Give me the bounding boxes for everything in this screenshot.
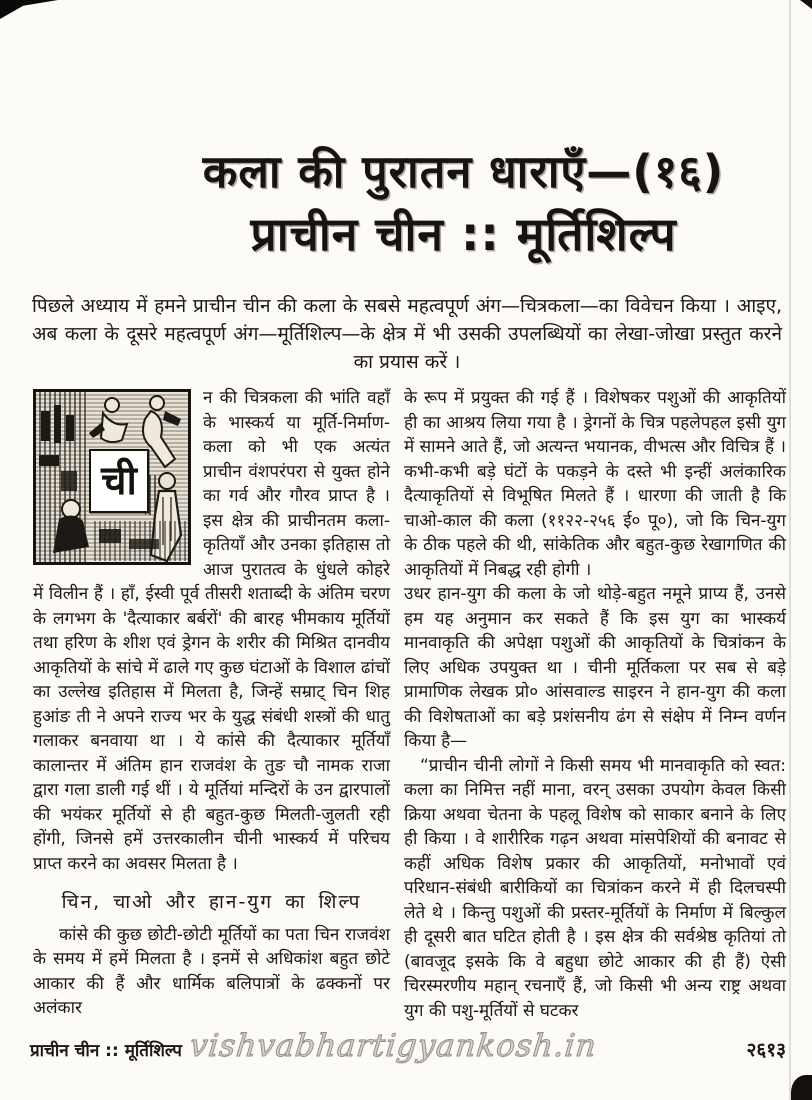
left-column (33, 386, 390, 1023)
scan-blot-top-right (796, 0, 812, 9)
article-body (33, 386, 786, 1023)
article-title-line-1: कला की पुरातन धाराएँ—(१६) (202, 145, 725, 198)
article-title-line-2: प्राचीन चीन :: मूर्तिशिल्प (250, 207, 677, 261)
body-paragraph-1 (33, 386, 390, 876)
body-paragraph-2: कांसे की कुछ छोटी-छोटी मूर्तियों का पता चिन राजवंश के समय में हमें मिलता है । इनमें से अधिकांश बहुत छोटे आकार की हैं और धार्मिक बलिपात्रों के ढक्कनों पर अलंकार (33, 924, 390, 1018)
section-heading: चिन, चाओ और हान-युग का शिल्प (61, 891, 362, 913)
scan-blot-bottom-right (791, 1075, 812, 1100)
page-number: २६१३ (746, 1039, 786, 1061)
scan-blot-top-left (0, 0, 58, 19)
woodcut-illustration (33, 389, 191, 565)
body-paragraph-4: उधर हान-युग की कला के जो थोड़े-बहुत नमूने प्राप्य हैं, उनसे हम यह अनुमान कर सकते हैं कि इस युग का भास्कर्य मानवाकृति की अपेक्षा पशुओं की आकृतियों के चित्रांकन के लिए अधिक उपयुक्त था । चीनी मूर्तिकला पर सब से बड़े प्रामाणिक लेखक प्रो० आंसवाल्ड साइरन ने हान-युग की कला की विशेषताओं का बड़े प्रशंसनीय ढंग से संक्षेप में निम्न वर्णन किया है— (404, 584, 786, 751)
left-paragraph-text: न की चित्रकला की भांति वहाँ के भास्कर्य या मूर्ति-निर्माण-कला को भी एक अत्यंत प्राचीन वंशपरंपरा से युक्त होने का गर्व और गौरव प्राप्त है । इस क्षेत्र की प्राचीनतम कला-कृतियाँ और उनका इतिहास तो आज पुरातत्व के धुंधले कोहरे में विलीन हैं । हाँ, ईस्वी पूर्व तीसरी शताब्दी के अंतिम चरण के लगभग के 'दैत्याकार बर्बरों' की बारह भीमकाय मूर्तियों तथा हरिण के शीश एवं ड्रेगन के शरीर की मिश्रित दानवीय आकृतियों के सांचे में ढाले गए कुछ घंटाओं के विशाल ढांचों का उल्लेख इतिहास में मिलता है, जिन्हें सम्राट् चिन शिह हुआंङ ती ने अपने राज्य भर के युद्ध संबंधी शस्त्रों की धातु गलाकर बनवाया था । ये कांसे की दैत्याकार मूर्तियाँ कालान्तर में अंतिम हान राजवंश के तुङ चौ नामक राजा द्वारा गला डाली गई थीं । ये मूर्तियां मन्दिरों के उन द्वारपालों की भयंकर मूर्तियों से ही बहुत-कुछ मिलती-जुलती रही होंगी, जिनसे हमें उत्तरकालीन चीनी भास्कर्य में परिचय प्राप्त करने का अवसर मिलता है । (33, 388, 390, 874)
footer-article-title: प्राचीन चीन :: मूर्तिशिल्प (30, 1041, 182, 1061)
body-paragraph-3: के रूप में प्रयुक्त की गई हैं । विशेषकर पशुओं की आकृतियों ही का आश्रय लिया गया है । ड्रेगनों के चित्र पहलेपहल इसी युग में सामने आते हैं, जो अत्यन्त भयानक, वीभत्स और विचित्र हैं । कभी-कभी बड़े घंटों के पकड़ने के दस्ते भी इन्हीं अलंकारिक दैत्याकृतियों से विभूषित मिलते हैं । धारणा की जाती है कि चाओ-काल की कला (११२२-२५६ ई० पू०), जो कि चिन-युग के ठीक पहले की थी, सांकेतिक और बहुत-कुछ रेखागणित की आकृतियों में निबद्ध रही होगी । (404, 388, 786, 580)
page-footer (30, 1028, 786, 1064)
body-paragraph-5: “प्राचीन चीनी लोगों ने किसी समय भी मानवाकृति को स्वत: कला का निमित्त नहीं माना, वरन् उसका उपयोग केवल किसी क्रिया अथवा चेतना के पहलू विशेष को साकार बनाने के लिए ही किया । वे शारीरिक गढ़न अथवा मांसपेशियों की बनावट से कहीं अधिक विशेष प्रकार की आकृतियों, मनोभावों एवं परिधान-संबंधी बारीकियों का चित्रांकन करने में ही दिलचस्पी लेते थे । किन्तु पशुओं की प्रस्तर-मूर्तियों के निर्माण में बिल्कुल ही दूसरी बात घटित होती है । इस क्षेत्र की सर्वश्रेष्ठ कृतियां तो (बावजूद इसके कि वे बहुधा छोटे आकार की ही हैं) ऐसी चिरस्मरणीय महान् रचनाएँ हैं, जो किसी भी अन्य राष्ट्र अथवा युग की पशु-मूर्तियों से घटकर (404, 755, 786, 1021)
article-title (155, 140, 772, 266)
right-column (404, 386, 786, 1023)
intro-paragraph: पिछले अध्याय में हमने प्राचीन चीन की कला के सबसे महत्वपूर्ण अंग—चित्रकला—का विवेचन किया । आइए, अब कला के दूसरे महत्वपूर्ण अंग—मूर्तिशिल्प—के क्षेत्र में भी उसकी उपलब्धियों का लेखा-जोखा प्रस्तुत करने का प्रयास करें । (32, 295, 782, 373)
scan-edge-line (789, 0, 791, 1100)
illustration-dropcap: ची (89, 449, 149, 513)
watermark-text: vishvabhartigyankosh.in (187, 1028, 599, 1064)
